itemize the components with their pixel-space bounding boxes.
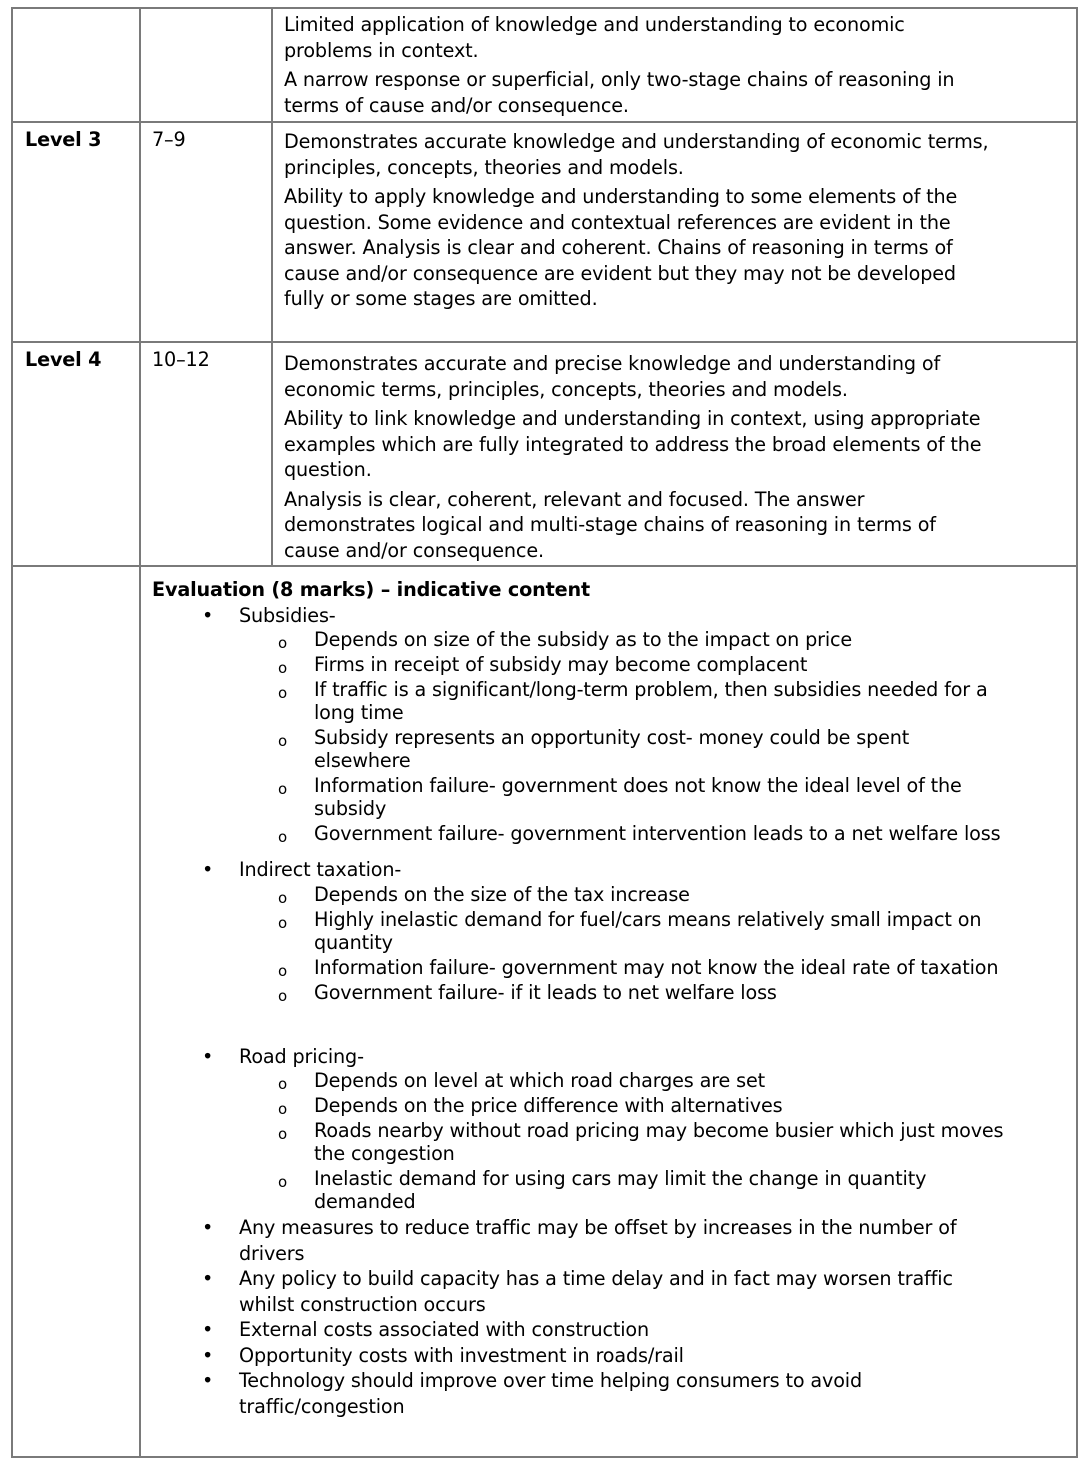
sub-bullet-item: [152, 1069, 1072, 1092]
descriptor-paragraph: [284, 129, 988, 180]
descriptor-line: examples which are fully integrated to address the broad elements of the: [284, 432, 982, 456]
bullet-line: Information failure- government may not know the ideal rate of taxation: [314, 955, 999, 979]
level-3-descriptor: [284, 129, 988, 316]
descriptor-line: Limited application of knowledge and understanding to economic: [284, 13, 905, 36]
descriptor-line: principles, concepts, theories and models.: [284, 155, 684, 179]
bullet-icon: •: [202, 858, 214, 881]
descriptor-line: terms of cause and/or consequence.: [284, 93, 629, 117]
bullet-line: long time: [314, 701, 404, 724]
level-4-marks: 10–12: [152, 348, 210, 371]
descriptor-line: A narrow response or superficial, only two-stage chains of reasoning in: [284, 68, 955, 91]
sub-bullet-item: [152, 822, 1072, 845]
row-0-descriptor: [284, 12, 954, 122]
bullet-line: subsidy: [314, 797, 387, 820]
bullet-line: quantity: [314, 930, 393, 954]
sub-bullet-icon: o: [278, 1125, 288, 1143]
level-3-label: Level 3: [25, 128, 102, 151]
bullet-item: [152, 1343, 1072, 1369]
descriptor-line: answer. Analysis is clear and coherent. Chains of reasoning in terms of: [284, 236, 953, 259]
level-4-descriptor: [284, 351, 981, 567]
bullet-icon: •: [202, 1318, 214, 1341]
bullet-line: traffic/congestion: [239, 1394, 405, 1418]
descriptor-paragraph: [284, 67, 954, 118]
descriptor-paragraph: [284, 184, 988, 312]
sub-bullet-item: [152, 678, 1072, 724]
descriptor-line: problems in context.: [284, 38, 479, 62]
bullet-line: Roads nearby without road pricing may become busier which just moves: [314, 1119, 1004, 1142]
bullet-line: demanded: [314, 1190, 416, 1213]
bullet-line: If traffic is a significant/long-term problem, then subsidies needed for a: [314, 678, 988, 701]
bullet-line: Subsidies-: [239, 603, 336, 627]
level-3-marks: 7–9: [152, 128, 186, 151]
bullet-item: [152, 857, 1072, 883]
bullet-group: [152, 1044, 1072, 1214]
sub-bullet-item: [152, 774, 1072, 820]
bullet-item: [152, 1368, 1072, 1419]
sub-bullet-icon: o: [278, 913, 288, 932]
bullet-group: [152, 857, 1072, 1004]
bullet-line: Technology should improve over time helping consumers to avoid: [239, 1369, 863, 1392]
bullet-item: [152, 1044, 1072, 1070]
sub-bullet-icon: o: [278, 1075, 288, 1093]
descriptor-line: cause and/or consequence are evident but they may not be developed: [284, 261, 956, 285]
bullet-line: Government failure- government intervention leads to a net welfare loss: [314, 822, 1001, 845]
bullet-item: [152, 603, 1072, 629]
bullet-group: [152, 603, 1072, 846]
evaluation-title: Evaluation (8 marks) – indicative content: [152, 578, 591, 601]
sub-bullet-icon: o: [278, 961, 288, 980]
sub-bullet-icon: o: [278, 684, 288, 702]
descriptor-line: Ability to link knowledge and understanding in context, using appropriate: [284, 407, 981, 430]
bullet-line: Depends on size of the subsidy as to the impact on price: [314, 628, 853, 651]
sub-bullet-item: [152, 628, 1072, 651]
sub-bullet-item: [152, 908, 1072, 954]
sub-bullet-icon: o: [278, 634, 288, 652]
sub-bullet-icon: o: [278, 888, 288, 907]
descriptor-line: question.: [284, 458, 372, 481]
descriptor-line: cause and/or consequence.: [284, 538, 544, 562]
mark-scheme-table: [11, 7, 1078, 1458]
sub-bullet-item: [152, 1094, 1072, 1117]
descriptor-paragraph: [284, 406, 981, 483]
descriptor-line: Ability to apply knowledge and understanding to some elements of the: [284, 185, 958, 208]
bullet-icon: •: [202, 603, 214, 627]
bullet-line: Any measures to reduce traffic may be offset by increases in the number of: [239, 1216, 957, 1239]
column-divider-1: [139, 9, 141, 1456]
sub-bullet-item: [152, 956, 1072, 979]
descriptor-paragraph: [284, 487, 981, 564]
bullet-line: Any policy to build capacity has a time delay and in fact may worsen traffic: [239, 1267, 953, 1290]
sub-bullet-item: [152, 981, 1072, 1004]
bullet-line: Subsidy represents an opportunity cost- money could be spent: [314, 726, 910, 749]
column-divider-2: [271, 9, 273, 565]
sub-bullet-icon: o: [278, 986, 288, 1005]
descriptor-paragraph: [284, 12, 954, 63]
descriptor-line: demonstrates logical and multi-stage chains of reasoning in terms of: [284, 513, 936, 536]
bullet-line: Information failure- government does not know the ideal level of the: [314, 774, 962, 797]
sub-bullet-item: [152, 726, 1072, 772]
sub-bullet-item: [152, 1119, 1072, 1165]
bullet-line: Road pricing-: [239, 1044, 364, 1068]
sub-bullet-icon: o: [278, 780, 288, 798]
sub-bullet-item: [152, 883, 1072, 906]
sub-bullet-item: [152, 653, 1072, 676]
bullet-icon: •: [202, 1369, 214, 1392]
descriptor-line: question. Some evidence and contextual references are evident in the: [284, 210, 951, 234]
bullet-line: drivers: [239, 1241, 305, 1265]
bullet-line: Indirect taxation-: [239, 858, 402, 881]
bullet-line: Government failure- if it leads to net welfare loss: [314, 980, 777, 1004]
bullet-item: [152, 1317, 1072, 1343]
bullet-item: [152, 1215, 1072, 1266]
bullet-line: whilst construction occurs: [239, 1292, 486, 1316]
descriptor-line: fully or some stages are omitted.: [284, 287, 598, 310]
sub-bullet-icon: o: [278, 659, 288, 677]
bullet-item: [152, 1266, 1072, 1317]
bullet-line: Opportunity costs with investment in roads/rail: [239, 1343, 684, 1367]
bullet-icon: •: [202, 1267, 214, 1290]
descriptor-line: economic terms, principles, concepts, theories and models.: [284, 377, 848, 401]
sub-bullet-icon: o: [278, 1173, 288, 1191]
sub-bullet-icon: o: [278, 732, 288, 750]
bullet-icon: •: [202, 1216, 214, 1239]
sub-bullet-icon: o: [278, 828, 288, 846]
bullet-line: Firms in receipt of subsidy may become complacent: [314, 653, 808, 676]
evaluation-content: [152, 577, 1072, 1419]
bullet-icon: •: [202, 1343, 214, 1367]
evaluation-list: [152, 603, 1072, 1420]
bullet-line: the congestion: [314, 1142, 455, 1165]
level-4-label: Level 4: [25, 348, 102, 371]
bullet-line: elsewhere: [314, 749, 411, 772]
descriptor-line: Analysis is clear, coherent, relevant and focused. The answer: [284, 487, 865, 511]
descriptor-line: Demonstrates accurate and precise knowledge and understanding of: [284, 352, 941, 375]
sub-bullet-item: [152, 1167, 1072, 1213]
bullet-line: Inelastic demand for using cars may limit the change in quantity: [314, 1167, 927, 1190]
bullet-line: Highly inelastic demand for fuel/cars means relatively small impact on: [314, 907, 982, 931]
bullet-line: Depends on level at which road charges are set: [314, 1069, 765, 1092]
bullet-icon: •: [202, 1044, 214, 1068]
bullet-line: Depends on the size of the tax increase: [314, 882, 690, 906]
sub-bullet-icon: o: [278, 1100, 288, 1118]
row-divider-2: [13, 341, 1076, 343]
bullet-line: External costs associated with construction: [239, 1318, 650, 1341]
bullet-line: Depends on the price difference with alternatives: [314, 1094, 783, 1117]
descriptor-paragraph: [284, 351, 981, 402]
descriptor-line: Demonstrates accurate knowledge and understanding of economic terms,: [284, 130, 989, 153]
